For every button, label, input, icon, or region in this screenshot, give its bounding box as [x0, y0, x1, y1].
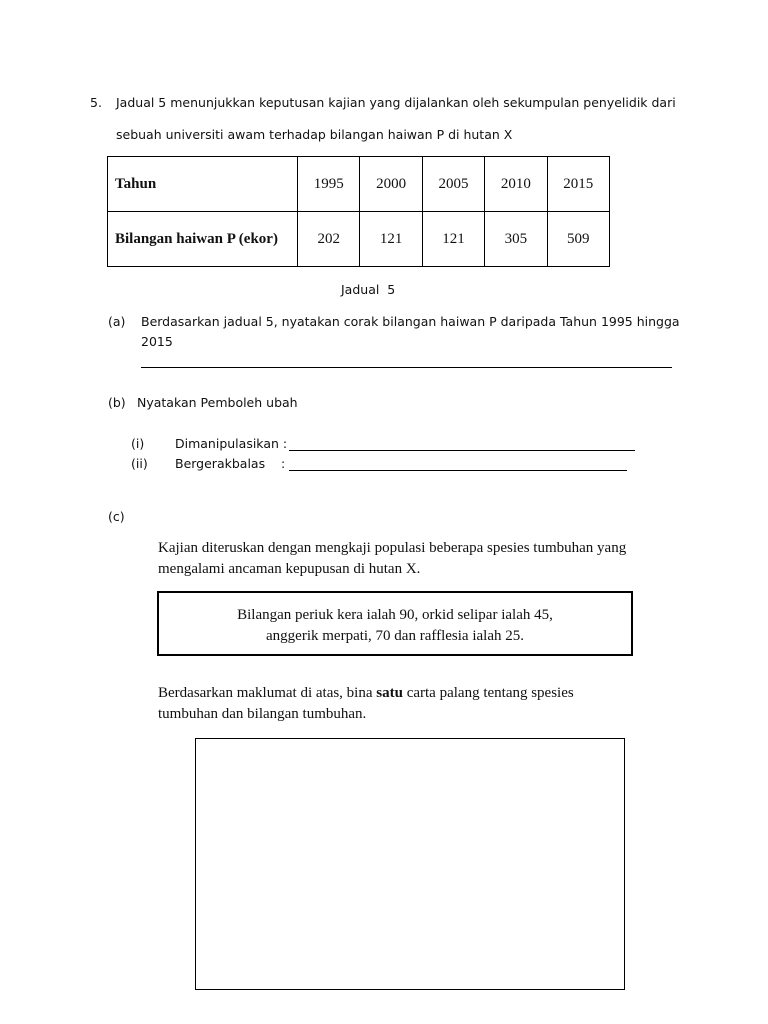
- responding-variable-line[interactable]: [289, 470, 627, 471]
- part-c-task-line-2: tumbuhan dan bilangan tumbuhan.: [158, 706, 367, 722]
- table-value-cell: 121: [422, 212, 484, 267]
- table-row-values: [108, 212, 610, 267]
- part-b-i-label: (i): [131, 436, 145, 451]
- part-b-i-text: Dimanipulasikan :: [175, 436, 288, 451]
- part-b-ii-label: (ii): [131, 456, 148, 471]
- manipulated-variable-line[interactable]: [289, 450, 635, 451]
- table-year-cell: 2005: [422, 157, 484, 212]
- table-value-cell: 121: [360, 212, 422, 267]
- table-header-label: Tahun: [108, 157, 298, 212]
- part-b-label: (b): [108, 395, 126, 410]
- table-value-cell: 509: [547, 212, 609, 267]
- table-row-label: Bilangan haiwan P (ekor): [108, 212, 298, 267]
- table-year-cell: 2010: [485, 157, 547, 212]
- part-c-intro-line-2: mengalami ancaman kepupusan di hutan X.: [158, 561, 421, 577]
- task-suffix: carta palang tentang spesies: [402, 685, 574, 701]
- table-value-cell: 305: [485, 212, 547, 267]
- part-c-intro-line-1: Kajian diteruskan dengan mengkaji populasi beberapa spesies tumbuhan yang: [158, 540, 627, 556]
- table-year-cell: 2000: [360, 157, 422, 212]
- info-box: [157, 591, 633, 656]
- table-year-cell: 2015: [547, 157, 609, 212]
- table-value-cell: 202: [298, 212, 360, 267]
- info-box-line-2: anggerik merpati, 70 dan rafflesia ialah 25.: [266, 628, 524, 644]
- question-number: 5.: [90, 95, 102, 110]
- bar-chart-answer-box[interactable]: [195, 738, 625, 990]
- part-a-line-1: Berdasarkan jadual 5, nyatakan corak bilangan haiwan P daripada Tahun 1995 hingga: [141, 314, 680, 329]
- table-caption: Jadual 5: [341, 282, 396, 297]
- part-c-task-line-1: [158, 683, 574, 704]
- part-c-label: (c): [108, 509, 125, 524]
- task-prefix: Berdasarkan maklumat di atas, bina: [158, 685, 377, 701]
- question-line-2: sebuah universiti awam terhadap bilangan haiwan P di hutan X: [116, 127, 513, 142]
- table-year-cell: 1995: [298, 157, 360, 212]
- info-box-line-1: Bilangan periuk kera ialah 90, orkid selipar ialah 45,: [237, 607, 553, 623]
- question-line-1: Jadual 5 menunjukkan keputusan kajian yang dijalankan oleh sekumpulan penyelidik dari: [116, 95, 676, 110]
- part-a-line-2: 2015: [141, 334, 173, 349]
- part-a-label: (a): [108, 314, 126, 329]
- part-b-text: Nyatakan Pemboleh ubah: [137, 395, 298, 410]
- table-row-years: [108, 157, 610, 212]
- task-bold-word: satu: [376, 685, 403, 701]
- data-table: [107, 156, 610, 267]
- part-a-answer-line[interactable]: [141, 367, 672, 368]
- part-b-ii-text: Bergerakbalas :: [175, 456, 286, 471]
